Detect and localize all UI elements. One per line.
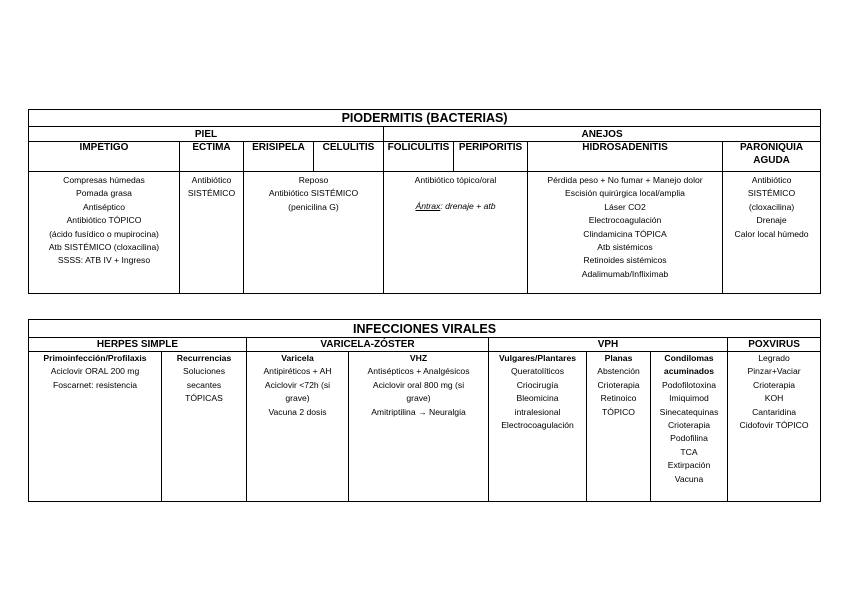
cell-vulgares-plantares bbox=[489, 352, 587, 502]
treatment-line: Foscarnet: resistencia bbox=[52, 379, 138, 390]
treatment-line: Aciclovir ORAL 200 mg bbox=[50, 366, 140, 377]
treatment-line: Amitriptilina → Neuralgia bbox=[371, 406, 466, 417]
cell-paroniquia bbox=[723, 172, 821, 294]
treatment-line: Retinoides sistémicos bbox=[583, 255, 667, 266]
treatment-line: Abstención bbox=[597, 366, 640, 377]
treatment-line: (ácido fusídico o mupirocina) bbox=[49, 228, 159, 239]
treatment-line: Sinecatequinas bbox=[659, 406, 719, 417]
treatment-line: Queratolíticos bbox=[510, 366, 565, 377]
treatment-line: Calor local húmedo bbox=[734, 228, 809, 239]
treatment-line: Crioterapia bbox=[753, 379, 796, 390]
column-heading: Planas bbox=[604, 353, 633, 363]
treatment-line: Láser CO2 bbox=[604, 201, 646, 212]
column-heading: Condilomas bbox=[664, 353, 714, 363]
header-celulitis: CELULITIS bbox=[314, 142, 384, 172]
treatment-line: Cantaridina bbox=[752, 406, 797, 417]
cell-condilomas bbox=[651, 352, 728, 502]
cell-primoinfeccion bbox=[29, 352, 162, 502]
treatment-line: Legrado bbox=[758, 353, 790, 363]
group-vph: VPH bbox=[489, 338, 728, 352]
treatment-line: Cidofovir TÓPICO bbox=[739, 420, 809, 431]
treatment-line: Imiquimod bbox=[669, 393, 709, 404]
treatment-line: Bleomicina bbox=[516, 393, 559, 404]
treatment-line: Pinzar+Vaciar bbox=[747, 366, 801, 377]
treatment-line: Crioterapia bbox=[597, 379, 640, 390]
antrax-text: : drenaje + atb bbox=[440, 201, 496, 212]
treatment-line: Criocirugía bbox=[516, 379, 559, 390]
group-anejos: ANEJOS bbox=[384, 127, 821, 142]
treatment-line: Antipiréticos + AH bbox=[263, 366, 332, 377]
treatment-line: TÓPICAS bbox=[185, 393, 223, 404]
cell-erisipela-celulitis bbox=[244, 172, 384, 294]
group-herpes-simple: HERPES SIMPLE bbox=[29, 338, 247, 352]
treatment-line: Aciclovir <72h (si bbox=[264, 379, 331, 390]
treatment-line: TCA bbox=[680, 446, 698, 457]
header-paroniquia bbox=[723, 142, 821, 172]
column-heading: acuminados bbox=[663, 366, 715, 377]
group-poxvirus: POXVIRUS bbox=[728, 338, 821, 352]
infecciones-virales-table bbox=[28, 319, 821, 502]
treatment-line: Vacuna bbox=[674, 473, 704, 484]
cell-planas bbox=[587, 352, 651, 502]
treatment-line: grave) bbox=[285, 393, 310, 404]
group-piel: PIEL bbox=[29, 127, 384, 142]
treatment-line: Electrocoagulación bbox=[588, 215, 662, 226]
treatment-line: Soluciones bbox=[182, 366, 226, 377]
virales-title: INFECCIONES VIRALES bbox=[29, 320, 821, 338]
antrax-line bbox=[386, 200, 525, 213]
antrax-label: Ántrax bbox=[415, 201, 441, 212]
treatment-line: Clindamicina TÓPICA bbox=[583, 228, 667, 239]
treatment-line: Extirpación bbox=[667, 460, 711, 471]
treatment-line: Atb SISTÉMICO (cloxacilina) bbox=[48, 242, 160, 253]
treatment-line: intralesional bbox=[514, 406, 561, 417]
treatment-line: Drenaje bbox=[756, 215, 787, 226]
treatment-line: KOH bbox=[764, 393, 784, 404]
treatment-line: grave) bbox=[406, 393, 431, 404]
column-heading: VHZ bbox=[409, 353, 428, 363]
column-heading: Recurrencias bbox=[176, 353, 232, 363]
treatment-line: (penicilina G) bbox=[288, 201, 339, 212]
column-heading: Primoinfección/Profilaxis bbox=[43, 353, 147, 363]
treatment-line: TÓPICO bbox=[602, 406, 635, 417]
header-erisipela: ERISIPELA bbox=[244, 142, 314, 172]
treatment-line: Reposo bbox=[298, 175, 329, 185]
cell-poxvirus bbox=[728, 352, 821, 502]
treatment-line: Antibiótico bbox=[751, 175, 792, 185]
treatment-line: Antibiótico tópico/oral bbox=[414, 175, 497, 185]
treatment-line: Pérdida peso + No fumar + Manejo dolor bbox=[547, 175, 703, 185]
header-paroniquia-line: AGUDA bbox=[753, 154, 790, 166]
cell-ectima bbox=[180, 172, 244, 294]
cell-recurrencias bbox=[162, 352, 247, 502]
header-impetigo: IMPÉTIGO bbox=[29, 142, 180, 172]
header-periporitis: PERIPORITIS bbox=[454, 142, 528, 172]
piodermitis-title: PIODERMITIS (BACTERIAS) bbox=[29, 110, 821, 127]
treatment-line: Antibiótico bbox=[191, 175, 232, 185]
header-foliculitis: FOLICULITIS bbox=[384, 142, 454, 172]
treatment-line: Podofilotoxina bbox=[662, 379, 716, 390]
treatment-line: Retinoico bbox=[600, 393, 637, 404]
cell-varicela bbox=[247, 352, 349, 502]
treatment-line: secantes bbox=[186, 379, 222, 390]
cell-impetigo bbox=[29, 172, 180, 294]
header-hidrosadenitis: HIDROSADENITIS bbox=[528, 142, 723, 172]
treatment-line: Adalimumab/Infliximab bbox=[581, 268, 669, 279]
header-paroniquia-line: PARONIQUIA bbox=[739, 142, 804, 153]
treatment-line: Atb sistémicos bbox=[597, 242, 653, 253]
group-varicela-zoster: VARICELA-ZÓSTER bbox=[247, 338, 489, 352]
column-heading: Varicela bbox=[281, 353, 314, 363]
treatment-line: Podofilina bbox=[670, 433, 708, 444]
column-heading: Vulgares/Plantares bbox=[498, 353, 577, 363]
treatment-line: Escisión quirúrgica local/amplia bbox=[565, 188, 685, 199]
treatment-line: (cloxacilina) bbox=[748, 201, 795, 212]
treatment-line: SISTÉMICO bbox=[747, 188, 796, 199]
header-ectima: ECTIMA bbox=[180, 142, 244, 172]
treatment-line: SISTÉMICO bbox=[187, 188, 236, 199]
cell-vhz bbox=[349, 352, 489, 502]
treatment-line: Antibiótico TÓPICO bbox=[66, 215, 142, 226]
treatment-line: SSSS: ATB IV + Ingreso bbox=[57, 255, 151, 266]
treatment-line: Antiséptico bbox=[82, 201, 126, 212]
treatment-line: Vacuna 2 dosis bbox=[268, 406, 327, 417]
piodermitis-table bbox=[28, 109, 821, 294]
treatment-line: Antibiótico SISTÉMICO bbox=[268, 188, 359, 199]
line-spacer bbox=[386, 187, 525, 200]
cell-foliculitis-periporitis bbox=[384, 172, 528, 294]
cell-hidrosadenitis bbox=[528, 172, 723, 294]
treatment-line: Antisépticos + Analgésicos bbox=[367, 366, 470, 377]
treatment-line: Pomada grasa bbox=[76, 188, 132, 199]
treatment-line: Electrocoagulación bbox=[501, 420, 574, 431]
treatment-line: Crioterapia bbox=[667, 420, 711, 431]
treatment-line: Aciclovir oral 800 mg (si bbox=[372, 379, 465, 390]
treatment-line: Compresas húmedas bbox=[63, 175, 145, 185]
